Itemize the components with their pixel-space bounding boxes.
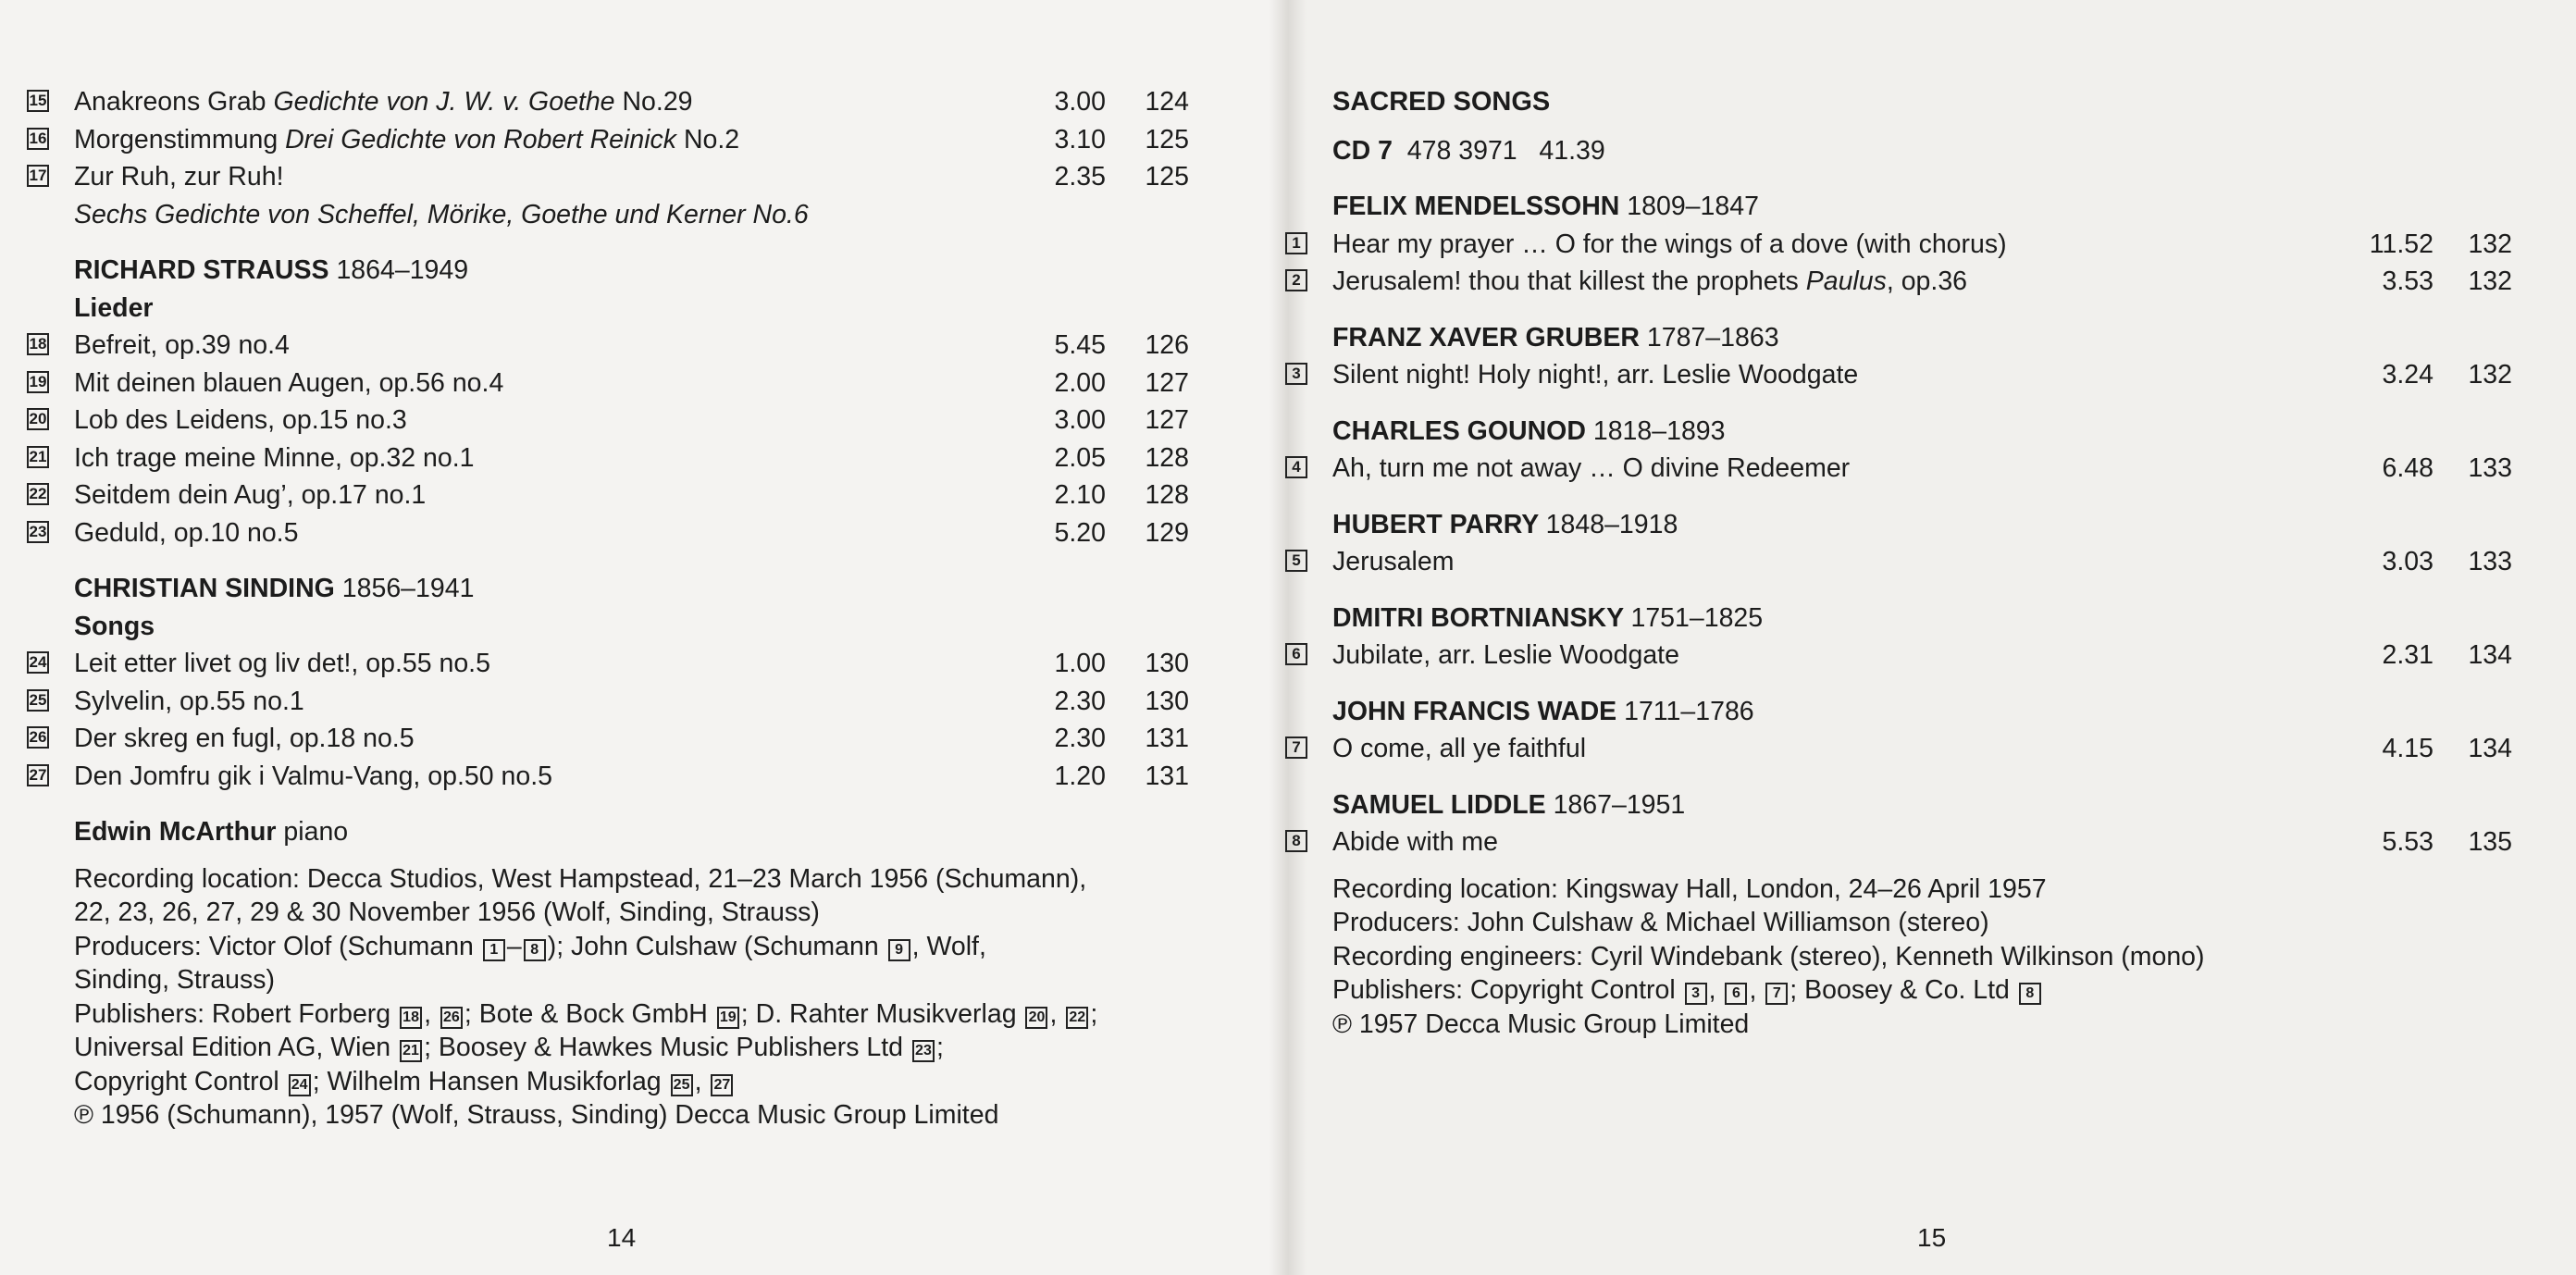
track-duration: 5.20	[1054, 517, 1106, 548]
track-row	[29, 758, 1212, 796]
composer-heading	[74, 252, 1212, 290]
track-page: 131	[1145, 724, 1189, 753]
track-row	[29, 158, 1212, 196]
track-ref-box: 26	[440, 1007, 463, 1029]
track-number-box: 23	[27, 521, 49, 543]
track-duration: 2.10	[1054, 480, 1106, 510]
composer-heading	[1332, 413, 2526, 451]
track-subtitle	[74, 196, 1212, 234]
composer-years: 1787–1863	[1646, 322, 1779, 353]
cd-label: CD 7	[1332, 135, 1393, 166]
composer-name: DMITRI BORTNIANSKY	[1332, 602, 1624, 633]
track-ref-box: 6	[1725, 983, 1747, 1005]
section-subheading: Songs	[74, 611, 155, 641]
track-number-box: 19	[27, 371, 49, 393]
spacer	[1332, 301, 2526, 319]
track-title: Jubilate, arr. Leslie Woodgate	[1332, 640, 1679, 670]
track-page: 131	[1145, 761, 1189, 791]
credit-line: Producers: Victor Olof (Schumann 1 – 8 ); John Culshaw (Schumann 9 , Wolf,	[74, 931, 986, 961]
spacer	[1332, 581, 2526, 600]
track-row	[29, 477, 1212, 514]
performer-line	[74, 813, 1212, 851]
track-title: Mit deinen blauen Augen, op.56 no.4	[74, 367, 504, 398]
track-number-box: 20	[27, 408, 49, 430]
track-title: Befreit, op.39 no.4	[74, 330, 290, 360]
copyright-line: ℗ 1956 (Schumann), 1957 (Wolf, Strauss, Sinding) Decca Music Group Limited	[74, 1100, 999, 1130]
composer-name: HUBERT PARRY	[1332, 509, 1539, 539]
track-row	[29, 439, 1212, 477]
composer-heading	[1332, 600, 2526, 638]
track-row	[1292, 823, 2526, 861]
track-ref-box: 8	[2019, 983, 2041, 1005]
composer-name: FELIX MENDELSSOHN	[1332, 192, 1620, 221]
track-title: Sylvelin, op.55 no.1	[74, 686, 304, 716]
cd-duration: 41.39	[1539, 135, 1605, 166]
track-ref-box: 7	[1765, 983, 1788, 1005]
composer-years: 1867–1951	[1553, 789, 1686, 820]
track-duration: 3.03	[2382, 547, 2434, 576]
track-row	[1292, 450, 2526, 488]
track-page: 132	[2468, 266, 2512, 296]
track-page: 125	[1145, 162, 1189, 192]
spacer	[74, 795, 1212, 813]
track-page: 134	[2468, 734, 2512, 763]
composer-years: 1809–1847	[1627, 192, 1759, 221]
spacer	[74, 551, 1212, 570]
track-row	[29, 83, 1212, 121]
track-title: Anakreons Grab Gedichte von J. W. v. Goethe No.29	[74, 87, 693, 117]
track-duration: 3.10	[1054, 124, 1106, 155]
track-title: Hear my prayer … O for the wings of a dove (with chorus)	[1332, 229, 2007, 259]
track-title: Abide with me	[1332, 827, 1499, 857]
booklet-spine	[1269, 0, 1307, 1275]
track-ref-box: 8	[524, 939, 546, 961]
section-subheading: Lieder	[74, 292, 154, 323]
track-page: 128	[1145, 480, 1189, 510]
track-ref-box: 3	[1685, 983, 1707, 1005]
track-duration: 2.05	[1054, 442, 1106, 473]
track-title: Den Jomfru gik i Valmu-Vang, op.50 no.5	[74, 761, 552, 791]
spacer	[1332, 768, 2526, 786]
track-duration: 11.52	[2369, 229, 2434, 259]
composer-heading	[1332, 786, 2526, 824]
track-page: 132	[2468, 360, 2512, 390]
composer-years: 1818–1893	[1592, 415, 1726, 446]
track-row	[29, 365, 1212, 402]
track-number-box: 5	[1285, 550, 1307, 572]
track-duration: 5.53	[2382, 827, 2434, 857]
spacer	[1332, 861, 2526, 873]
credit-line: Recording location: Kingsway Hall, London, 24–26 April 1957	[1332, 873, 2047, 904]
track-ref-box: 27	[711, 1074, 733, 1096]
credit-line: 22, 23, 26, 27, 29 & 30 November 1956 (Wolf, Sinding, Strauss)	[74, 897, 820, 927]
page-number: 14	[607, 1223, 637, 1252]
section-heading: SACRED SONGS	[1332, 87, 1551, 117]
track-title: Jerusalem	[1332, 547, 1455, 576]
credit-line: Producers: John Culshaw & Michael Williamson (stereo)	[1332, 908, 1989, 937]
track-ref-box: 21	[400, 1040, 422, 1062]
recording-credits	[74, 862, 1212, 1133]
track-duration: 2.30	[1054, 686, 1106, 716]
cd-catalog: 478 3971	[1406, 135, 1517, 166]
performer-name: Edwin McArthur	[74, 817, 277, 847]
composer-heading	[74, 570, 1212, 608]
track-duration: 3.00	[1054, 405, 1106, 435]
track-page: 124	[1145, 87, 1189, 117]
cd-header	[1332, 132, 2526, 170]
track-page: 133	[2468, 453, 2512, 483]
track-title: O come, all ye faithful	[1332, 734, 1587, 763]
track-number-box: 17	[27, 165, 49, 187]
track-number-box: 22	[27, 483, 49, 505]
track-number-box: 3	[1285, 363, 1307, 385]
track-number-box: 2	[1285, 269, 1307, 291]
credit-line: Recording engineers: Cyril Windebank (stereo), Kenneth Wilkinson (mono)	[1332, 941, 2205, 972]
spacer	[74, 851, 1212, 862]
spacer	[1332, 394, 2526, 413]
composer-heading	[1332, 506, 2526, 544]
copyright-line: ℗ 1957 Decca Music Group Limited	[1332, 1009, 1750, 1039]
composer-name: CHARLES GOUNOD	[1332, 415, 1586, 446]
track-number-box: 4	[1285, 456, 1307, 478]
composer-name: FRANZ XAVER GRUBER	[1332, 322, 1640, 353]
track-row	[29, 720, 1212, 758]
track-duration: 6.48	[2382, 453, 2434, 483]
track-page: 133	[2468, 547, 2512, 576]
spacer	[74, 233, 1212, 252]
composer-heading	[1332, 319, 2526, 357]
credit-line: Publishers: Copyright Control 3 , 6 , 7 ; Boosey & Co. Ltd 8	[1332, 973, 2526, 1008]
track-number-box: 16	[27, 128, 49, 150]
credit-line: Recording location: Decca Studios, West Hampstead, 21–23 March 1956 (Schumann),	[74, 863, 1087, 894]
track-duration: 4.15	[2382, 734, 2434, 763]
track-number-box: 27	[27, 764, 49, 786]
track-page: 125	[1145, 124, 1189, 155]
right-page-content	[1292, 83, 2526, 1041]
track-row	[29, 327, 1212, 365]
track-title: Jerusalem! thou that killest the prophets Paulus, op.36	[1332, 266, 1968, 296]
spacer	[1332, 169, 2526, 188]
track-row	[29, 645, 1212, 683]
page-number: 15	[1917, 1223, 1947, 1252]
spacer	[1332, 488, 2526, 506]
track-row	[29, 402, 1212, 439]
track-ref-box: 1	[483, 939, 505, 961]
left-page-content	[29, 83, 1212, 1133]
track-ref-box: 19	[717, 1007, 739, 1029]
track-duration: 2.00	[1054, 367, 1106, 398]
track-title: Ah, turn me not away … O divine Redeemer	[1332, 453, 1851, 483]
composer-years: 1711–1786	[1624, 696, 1754, 726]
track-page: 132	[2468, 229, 2512, 259]
track-title: Silent night! Holy night!, arr. Leslie Woodgate	[1332, 360, 1859, 390]
performer-role: piano	[276, 817, 349, 847]
composer-heading	[1332, 188, 2526, 226]
track-title: Ich trage meine Minne, op.32 no.1	[74, 442, 475, 473]
composer-years: 1864–1949	[336, 255, 469, 285]
composer-heading	[1332, 693, 2526, 731]
track-page: 129	[1145, 517, 1189, 548]
recording-credits	[1332, 873, 2526, 1042]
composer-name: SAMUEL LIDDLE	[1332, 789, 1546, 820]
track-title: Geduld, op.10 no.5	[74, 517, 299, 548]
credit-line: Sinding, Strauss)	[74, 965, 276, 995]
track-duration: 5.45	[1054, 330, 1106, 360]
track-page: 126	[1145, 330, 1189, 360]
track-row	[29, 121, 1212, 159]
track-page: 127	[1145, 367, 1189, 398]
track-title: Der skreg en fugl, op.18 no.5	[74, 724, 415, 753]
track-number-box: 15	[27, 90, 49, 112]
track-page: 128	[1145, 442, 1189, 473]
composer-years: 1848–1918	[1545, 509, 1678, 539]
track-row	[1292, 356, 2526, 394]
track-ref-box: 24	[289, 1074, 311, 1096]
track-duration: 1.00	[1054, 649, 1106, 678]
track-page: 127	[1145, 405, 1189, 435]
composer-name: RICHARD STRAUSS	[74, 255, 329, 285]
track-number-box: 25	[27, 689, 49, 712]
credit-line: Publishers: Robert Forberg 18 , 26 ; Bote & Bock GmbH 19 ; D. Rahter Musikverlag 20 , 22 ;	[74, 998, 1098, 1029]
track-number-box: 18	[27, 333, 49, 355]
track-number-box: 26	[27, 726, 49, 749]
track-number-box: 6	[1285, 643, 1307, 665]
track-number-box: 24	[27, 651, 49, 674]
track-title: Seitdem dein Aug’, op.17 no.1	[74, 480, 427, 510]
track-page: 130	[1145, 686, 1189, 716]
track-row	[1292, 543, 2526, 581]
track-ref-box: 22	[1066, 1007, 1088, 1029]
track-title: Morgenstimmung Drei Gedichte von Robert Reinick No.2	[74, 124, 740, 155]
track-number-box: 1	[1285, 232, 1307, 254]
track-title: Zur Ruh, zur Ruh!	[74, 162, 284, 192]
spacer	[1332, 121, 2526, 132]
composer-years: 1751–1825	[1630, 602, 1764, 633]
track-subtitle-text: Sechs Gedichte von Scheffel, Mörike, Goethe und Kerner No.6	[74, 199, 809, 229]
track-ref-box: 18	[400, 1007, 422, 1029]
credit-line: Copyright Control 24 ; Wilhelm Hansen Musikforlag 25 , 27	[74, 1065, 1212, 1099]
track-duration: 3.53	[2382, 266, 2434, 296]
track-duration: 3.24	[2382, 360, 2434, 390]
track-row	[1292, 226, 2526, 264]
track-page: 134	[2468, 640, 2512, 670]
track-ref-box: 9	[888, 939, 910, 961]
track-title: Lob des Leidens, op.15 no.3	[74, 405, 407, 435]
track-number-box: 21	[27, 446, 49, 468]
track-duration: 3.00	[1054, 87, 1106, 117]
track-duration: 2.31	[2382, 640, 2434, 670]
track-row	[1292, 263, 2526, 301]
track-duration: 1.20	[1054, 761, 1106, 791]
track-number-box: 8	[1285, 830, 1307, 852]
track-title: Leit etter livet og liv det!, op.55 no.5	[74, 649, 490, 678]
spacer	[1332, 675, 2526, 693]
composer-name: JOHN FRANCIS WADE	[1332, 696, 1617, 726]
track-duration: 2.30	[1054, 724, 1106, 753]
composer-years: 1856–1941	[341, 574, 475, 603]
track-page: 130	[1145, 649, 1189, 678]
track-row	[29, 683, 1212, 721]
track-number-box: 7	[1285, 737, 1307, 759]
credit-line: Universal Edition AG, Wien 21 ; Boosey & Hawkes Music Publishers Ltd 23 ;	[74, 1033, 944, 1062]
track-ref-box: 20	[1025, 1007, 1047, 1029]
composer-name: CHRISTIAN SINDING	[74, 574, 335, 603]
track-duration: 2.35	[1054, 162, 1106, 192]
track-row	[1292, 637, 2526, 675]
track-ref-box: 23	[912, 1040, 935, 1062]
track-ref-box: 25	[671, 1074, 693, 1096]
track-row	[1292, 730, 2526, 768]
track-row	[29, 514, 1212, 552]
track-page: 135	[2468, 827, 2512, 857]
